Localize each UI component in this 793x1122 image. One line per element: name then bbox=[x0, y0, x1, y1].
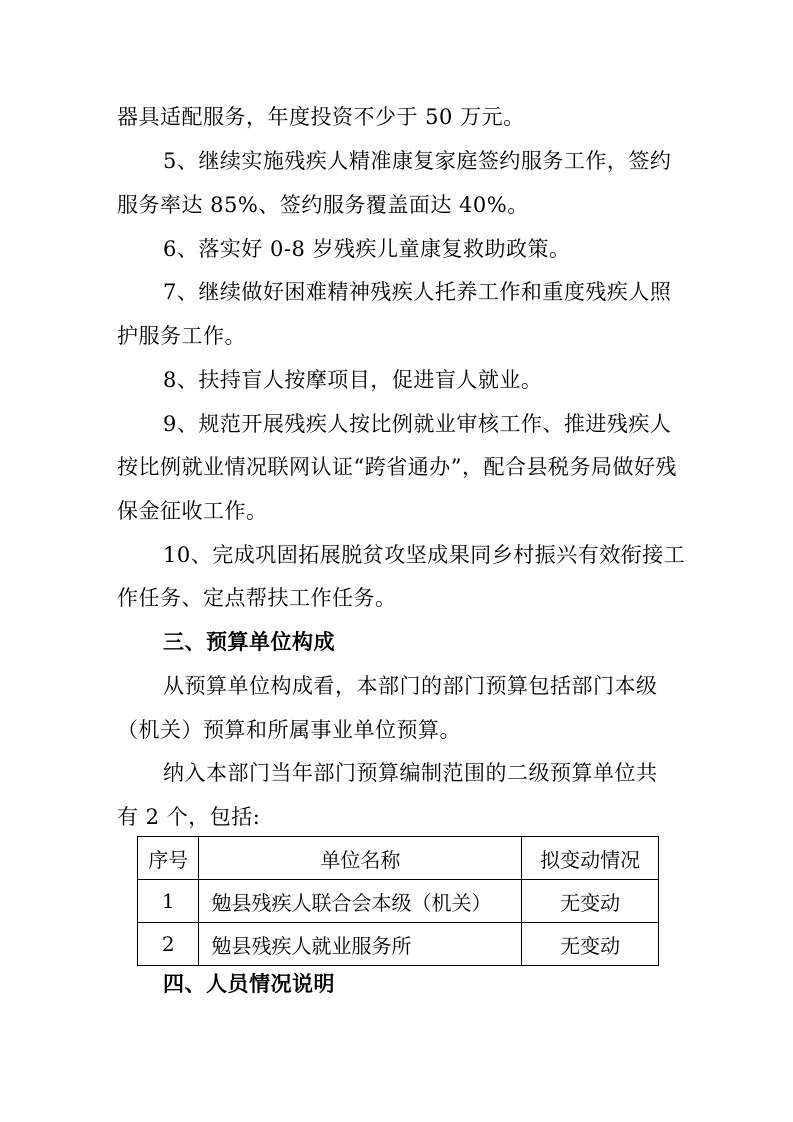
budget-units-table bbox=[137, 836, 659, 966]
table-header-row bbox=[138, 837, 659, 880]
paragraph-line: 器具适配服务，年度投资不少于 50 万元。 bbox=[117, 105, 525, 129]
cell-unit-name: 勉县残疾人联合会本级（机关） bbox=[199, 880, 522, 923]
cell-change-status: 无变动 bbox=[522, 923, 659, 966]
paragraph-line: 从预算单位构成看，本部门的部门预算包括部门本级 bbox=[163, 674, 658, 698]
paragraph-line: 护服务工作。 bbox=[117, 324, 246, 348]
paragraph-line: 6、落实好 0-8 岁残疾儿童康复救助政策。 bbox=[163, 237, 571, 261]
paragraph-line: 按比例就业情况联网认证“跨省通办”，配合县税务局做好残 bbox=[117, 455, 677, 479]
paragraph-line: 服务率达 85%、签约服务覆盖面达 40%。 bbox=[117, 193, 529, 217]
paragraph-line: 保金征收工作。 bbox=[117, 499, 268, 523]
cell-serial: 1 bbox=[138, 880, 199, 923]
table-row bbox=[138, 923, 659, 966]
table-row bbox=[138, 880, 659, 923]
header-unit-name: 单位名称 bbox=[199, 837, 522, 880]
cell-unit-name: 勉县残疾人就业服务所 bbox=[199, 923, 522, 966]
header-change-status: 拟变动情况 bbox=[522, 837, 659, 880]
section-heading-4: 四、人员情况说明 bbox=[163, 971, 335, 996]
section-heading-3: 三、预算单位构成 bbox=[163, 629, 335, 654]
paragraph-line: 10、完成巩固拓展脱贫攻坚成果同乡村振兴有效衔接工 bbox=[163, 543, 686, 567]
cell-serial: 2 bbox=[138, 923, 199, 966]
paragraph-line: （机关）预算和所属事业单位预算。 bbox=[117, 718, 461, 742]
header-serial: 序号 bbox=[138, 837, 199, 880]
paragraph-line: 5、继续实施残疾人精准康复家庭签约服务工作，签约 bbox=[163, 149, 672, 173]
paragraph-line: 7、继续做好困难精神残疾人托养工作和重度残疾人照 bbox=[163, 280, 672, 304]
paragraph-line: 纳入本部门当年部门预算编制范围的二级预算单位共 bbox=[163, 761, 658, 785]
paragraph-line: 作任务、定点帮扶工作任务。 bbox=[117, 586, 397, 610]
paragraph-line: 9、规范开展残疾人按比例就业审核工作、推进残疾人 bbox=[163, 412, 672, 436]
cell-change-status: 无变动 bbox=[522, 880, 659, 923]
paragraph-line: 有 2 个，包括: bbox=[117, 805, 261, 829]
paragraph-line: 8、扶持盲人按摩项目，促进盲人就业。 bbox=[163, 368, 543, 392]
